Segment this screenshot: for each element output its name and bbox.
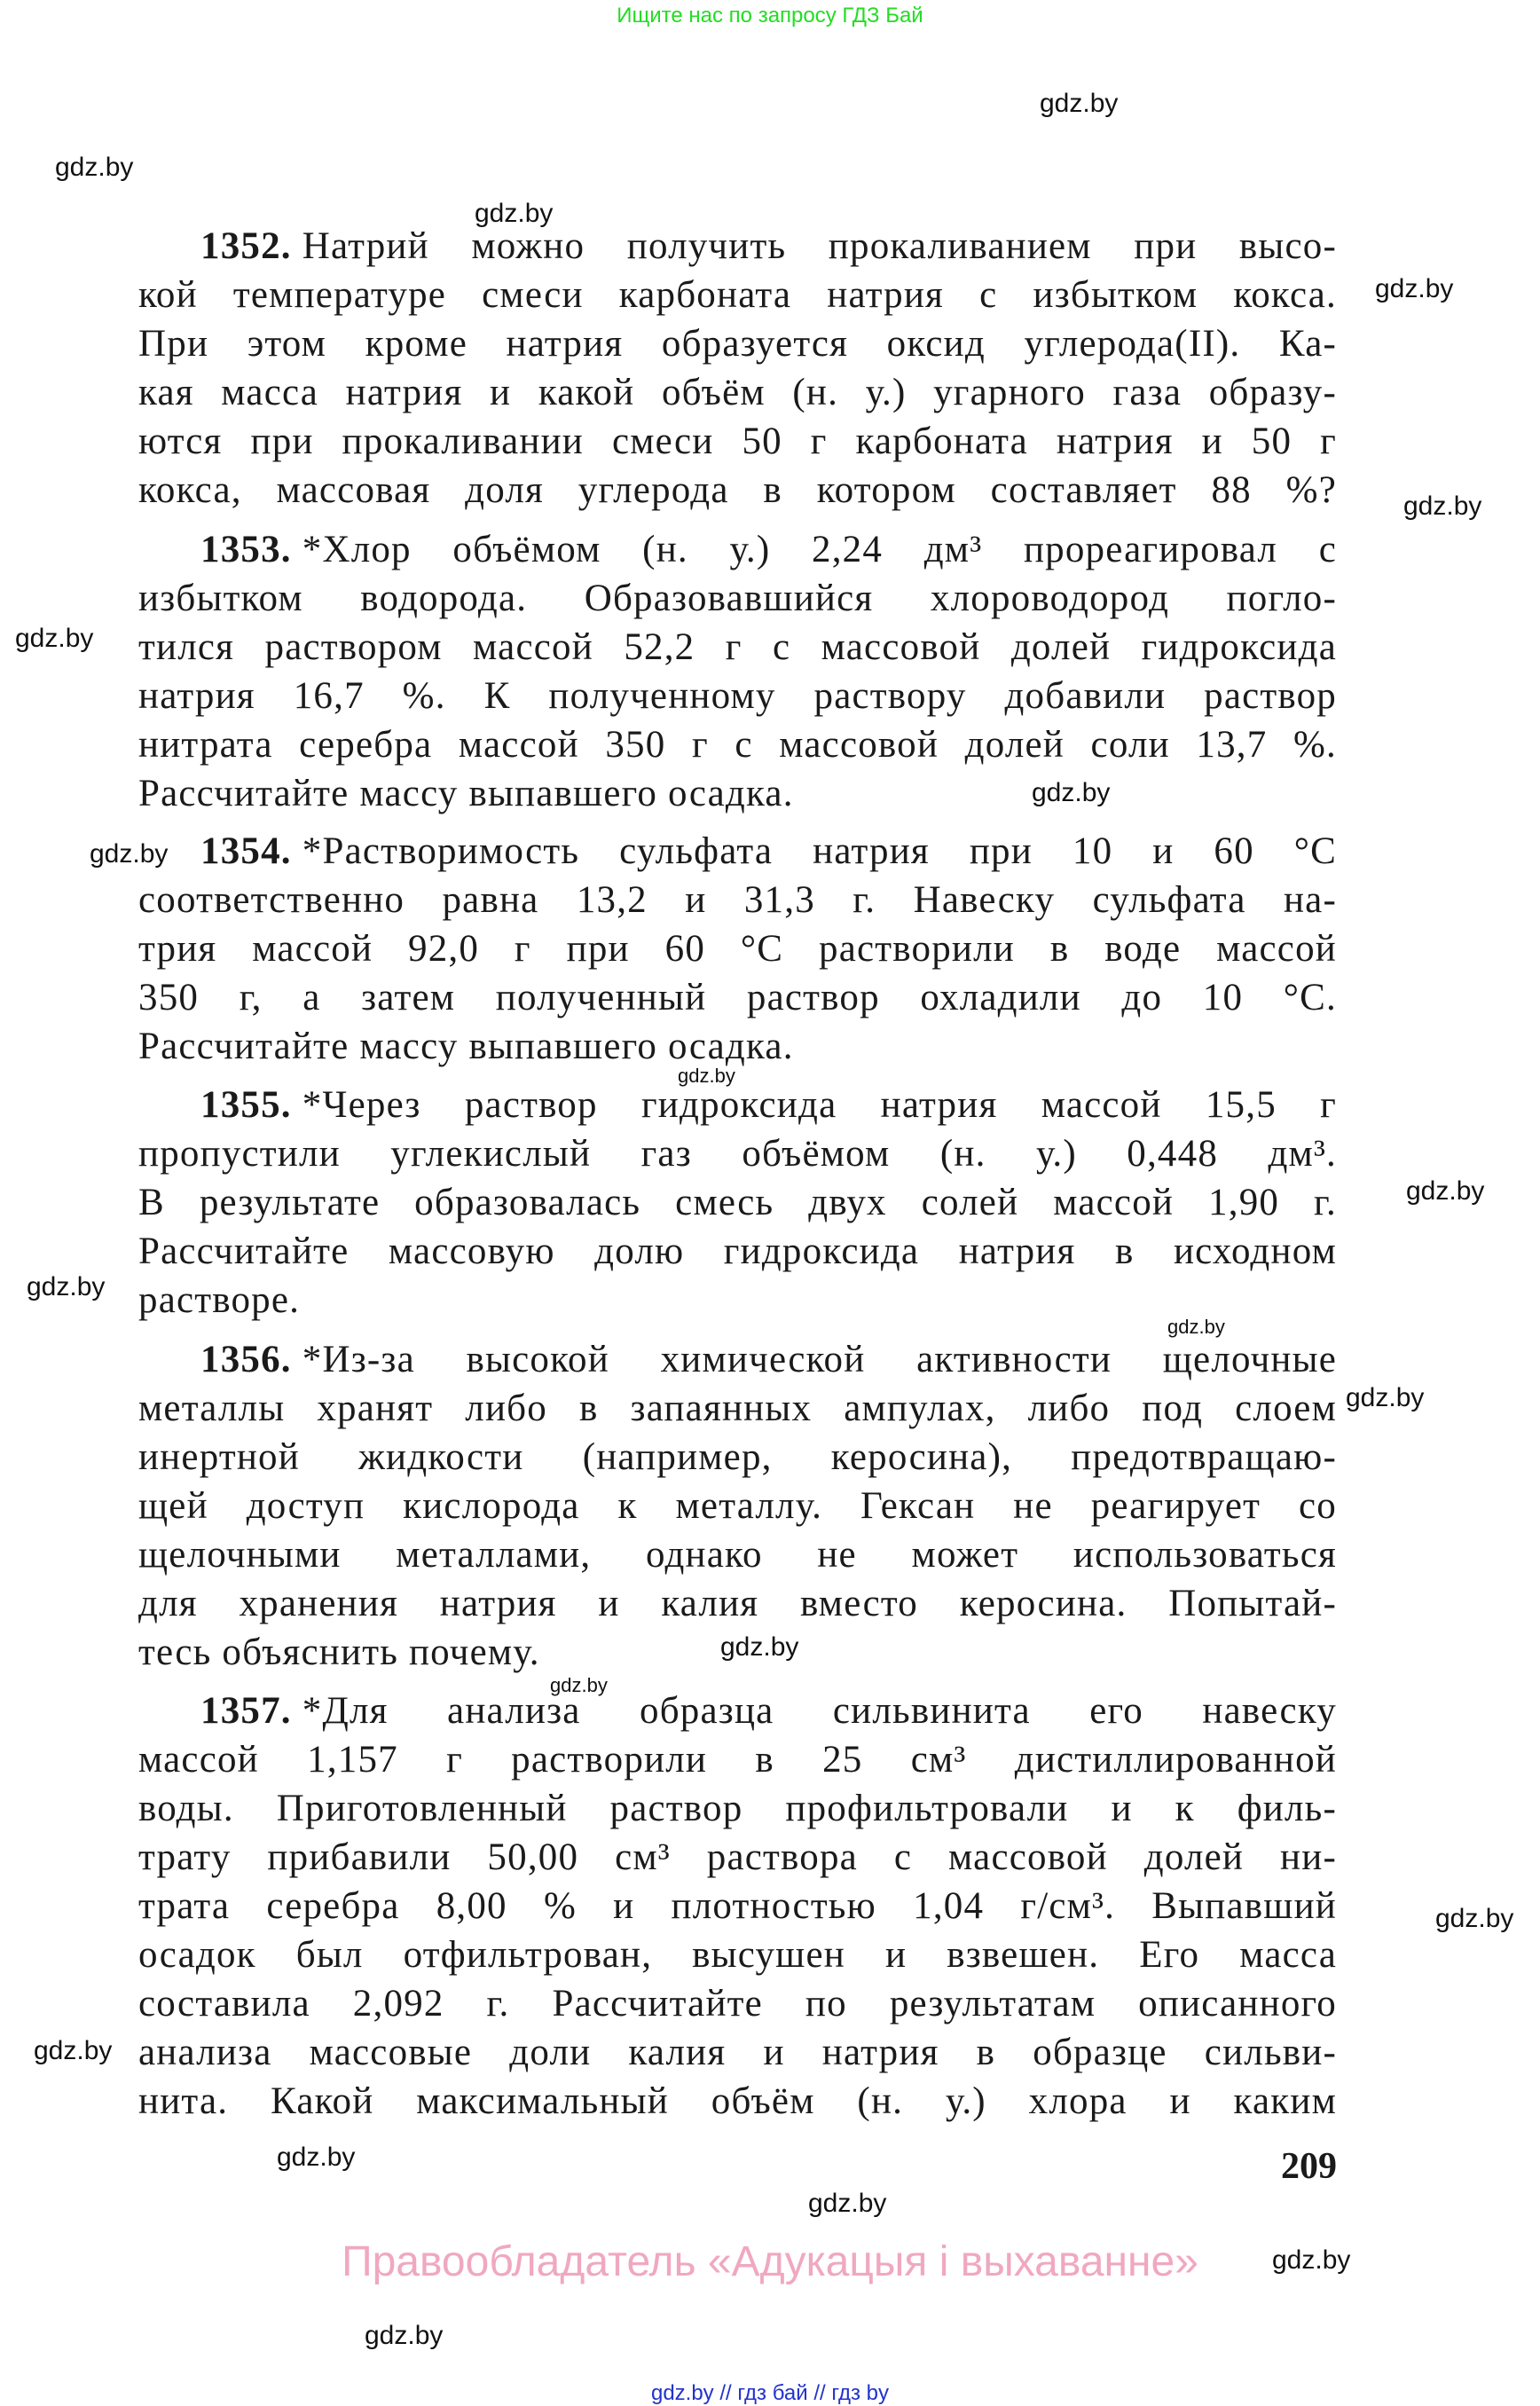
line-text: избытком водорода. Образовавшийся хлороводород погло- [138,578,1337,619]
text-line [138,1579,1337,1628]
line-text: для хранения натрия и калия вместо керосина. Попытай- [138,1583,1337,1624]
watermark: gdz.by [1032,778,1111,807]
watermark: gdz.by [1435,1904,1514,1933]
problem-1355 [138,1081,1337,1325]
text-line [138,1979,1337,2028]
text-line [138,368,1337,417]
line-text: кой температуре смеси карбоната натрия с избытком кокса. [138,274,1337,316]
line-text: Рассчитайте массу выпавшего осадка. [138,773,794,814]
text-line [138,623,1337,672]
text-line [138,1276,1337,1325]
watermark: gdz.by [720,1632,799,1662]
line-text: При этом кроме натрия образуется оксид углерода(II). Ка- [138,323,1337,365]
text-line [138,1784,1337,1833]
watermark: gdz.by [27,1272,106,1301]
line-text: нита. Какой максимальный объём (н. у.) хлора и каким [138,2080,1337,2122]
line-text: инертной жидкости (например, керосина), предотвращаю- [138,1436,1337,1478]
line-text: Рассчитайте массу выпавшего осадка. [138,1026,794,1067]
line-text: щей доступ кислорода к металлу. Гексан не реагирует со [138,1485,1337,1527]
text-line [138,1735,1337,1784]
problem-1357 [138,1687,1337,2126]
text-line [138,1882,1337,1930]
line-text: металлы хранят либо в запаянных ампулах, либо под слоем [138,1388,1337,1429]
problem-number: 1353. [200,529,292,570]
line-text: трия массой 92,0 г при 60 °C растворили в воде массой [138,928,1337,970]
text-line [138,1022,1337,1071]
line-text: воды. Приготовленный раствор профильтровали и к филь- [138,1788,1337,1829]
watermark: gdz.by [808,2189,887,2218]
text-line [138,769,1337,818]
line-text: осадок был отфильтрован, высушен и взвешен. Его масса [138,1934,1337,1976]
text-line [138,672,1337,720]
watermark: gdz.by [34,2036,113,2065]
text-line [138,1227,1337,1276]
line-text: Натрий можно получить прокаливанием при высо- [302,225,1337,267]
text-line [138,973,1337,1022]
line-text: соответственно равна 13,2 и 31,3 г. Навеску сульфата на- [138,879,1337,921]
text-line [138,271,1337,319]
copyright-holder: Правообладатель «Адукацыя і выхаванне» [342,2238,1198,2285]
text-line [138,1530,1337,1579]
problem-1354 [138,827,1337,1071]
line-text: *Из-за высокой химической активности щелочные [302,1339,1337,1380]
watermark: gdz.by [475,199,554,228]
watermark: gdz.by [1375,274,1454,303]
text-line [138,574,1337,623]
line-text: пропустили углекислый газ объёмом (н. у.) 0,448 дм³. [138,1133,1337,1175]
text-line [138,1178,1337,1227]
line-text: трату прибавили 50,00 см³ раствора с массовой долей ни- [138,1836,1337,1878]
line-text: составила 2,092 г. Рассчитайте по результатам описанного [138,1983,1337,2025]
text-line [138,417,1337,466]
problem-1353 [138,525,1337,818]
line-text: *Для анализа образца сильвинита его навеску [302,1690,1337,1732]
watermark: gdz.by [1403,491,1482,521]
watermark: gdz.by [1040,89,1119,118]
line-text: трата серебра 8,00 % и плотностью 1,04 г/см³. Выпавший [138,1885,1337,1927]
line-text: тился раствором массой 52,2 г с массовой долей гидроксида [138,626,1337,668]
line-text: щелочными металлами, однако не может использоваться [138,1534,1337,1576]
problem-number: 1355. [200,1084,292,1126]
text-line [138,466,1337,515]
problem-number: 1352. [200,225,292,267]
line-text: *Растворимость сульфата натрия при 10 и 60 °C [302,830,1337,872]
line-text: кокса, массовая доля углерода в котором составляет 88 %? [138,469,1337,511]
watermark: gdz.by [1406,1176,1485,1206]
line-text: 350 г, а затем полученный раствор охладили до 10 °C. [138,977,1337,1018]
line-text: тесь объяснить почему. [138,1632,540,1673]
text-line [138,720,1337,769]
watermark: gdz.by [55,153,134,182]
problem-1352 [138,222,1337,515]
watermark: gdz.by [550,1674,608,1696]
text-line [138,1930,1337,1979]
line-text: анализа массовые доли калия и натрия в образце сильви- [138,2032,1337,2073]
watermark: gdz.by [15,624,94,653]
top-search-banner[interactable]: Ищите нас по запросу ГДЗ Бай [617,4,923,28]
problem-number: 1357. [200,1690,292,1732]
text-line [138,1482,1337,1530]
text-line [138,525,1337,574]
watermark: gdz.by [365,2321,444,2350]
line-text: ются при прокаливании смеси 50 г карбоната натрия и 50 г [138,421,1337,462]
line-text: *Через раствор гидроксида натрия массой 15,5 г [302,1084,1337,1126]
line-text: Рассчитайте массовую долю гидроксида натрия в исходном [138,1231,1337,1272]
text-line [138,2028,1337,2077]
text-line [138,924,1337,973]
watermark: gdz.by [678,1065,735,1087]
text-line [138,319,1337,368]
line-text: массой 1,157 г растворили в 25 см³ дистиллированной [138,1739,1337,1781]
line-text: растворе. [138,1279,301,1321]
problem-number: 1356. [200,1339,292,1380]
line-text: нитрата серебра массой 350 г с массовой долей соли 13,7 %. [138,724,1337,766]
watermark: gdz.by [1272,2245,1351,2275]
page-number: 209 [1281,2146,1337,2187]
problem-1356 [138,1335,1337,1677]
watermark: gdz.by [1167,1316,1225,1338]
footer-links[interactable]: gdz.by // гдз бай // гдз by [650,2381,890,2405]
text-line [138,1833,1337,1882]
watermark: gdz.by [90,839,169,869]
line-text: *Хлор объёмом (н. у.) 2,24 дм³ прореагировал с [302,529,1337,570]
line-text: В результате образовалась смесь двух солей массой 1,90 г. [138,1182,1337,1223]
line-text: натрия 16,7 %. К полученному раствору добавили раствор [138,675,1337,717]
watermark: gdz.by [1346,1383,1425,1412]
text-line [138,1129,1337,1178]
text-line [138,1433,1337,1482]
problem-number: 1354. [200,830,292,872]
text-line [138,222,1337,271]
line-text: кая масса натрия и какой объём (н. у.) угарного газа образу- [138,372,1337,413]
text-line [138,1335,1337,1384]
text-line [138,827,1337,876]
text-line [138,876,1337,924]
text-line [138,2077,1337,2126]
text-line [138,1687,1337,1735]
text-line [138,1384,1337,1433]
text-line [138,1081,1337,1129]
watermark: gdz.by [277,2143,356,2172]
